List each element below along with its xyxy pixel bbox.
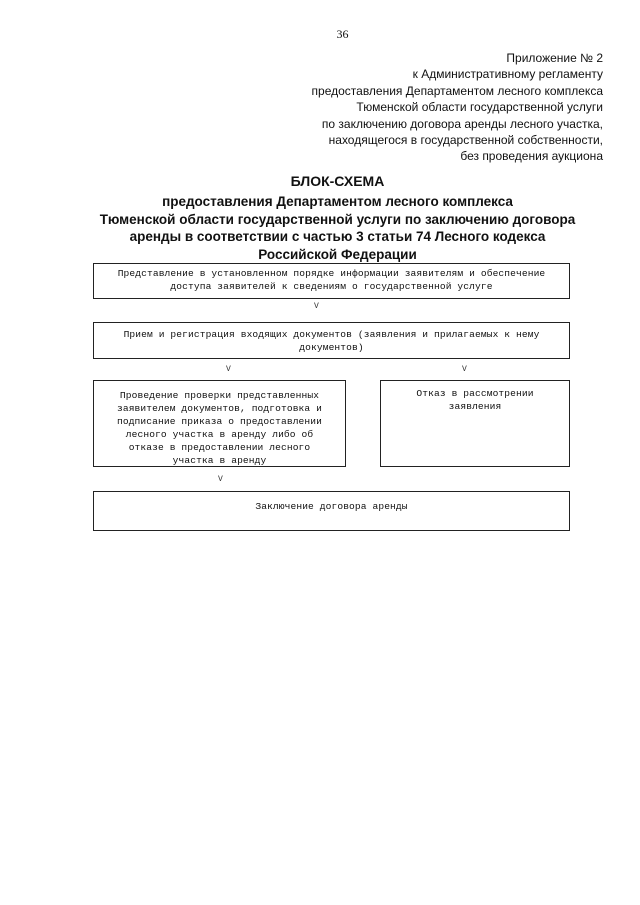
subtitle-line: предоставления Департаментом лесного комплекса xyxy=(162,194,513,209)
title-subtitle xyxy=(90,193,585,263)
box-text-line: Прием и регистрация входящих документов (заявления и прилагаемых к нему xyxy=(123,329,540,340)
appendix-line: Тюменской области государственной услуги xyxy=(356,100,603,115)
box-text-line: Отказ в рассмотрении xyxy=(416,388,534,399)
box-text-line: Проведение проверки представленных xyxy=(119,390,320,401)
appendix-line: по заключению договора аренды лесного участка, xyxy=(321,116,603,131)
appendix-header xyxy=(312,50,603,165)
appendix-line: к Административному регламенту xyxy=(412,67,603,82)
box-text-line: заявления xyxy=(448,401,502,412)
box-text-line: Представление в установленном порядке информации заявителям и обеспечение xyxy=(117,268,546,279)
box-text-line: лесного участка в аренду либо об xyxy=(125,429,314,440)
box-text-line: заявителем документов, подготовка и xyxy=(116,403,322,414)
box-text-line: подписание приказа о предоставлении xyxy=(116,416,322,427)
flow-step-contract xyxy=(93,491,570,531)
page-number: 36 xyxy=(336,27,349,41)
flow-step-registration xyxy=(93,322,570,359)
arrow-down-icon: V xyxy=(462,365,467,374)
box-text-line: участка в аренду xyxy=(172,455,267,466)
appendix-line: без проведения аукциона xyxy=(460,149,603,164)
appendix-line: Приложение № 2 xyxy=(506,51,603,65)
flow-step-verification xyxy=(93,380,346,467)
subtitle-line: Российской Федерации xyxy=(258,246,417,262)
box-text-line: Заключение договора аренды xyxy=(255,501,408,512)
box-text-line: документов) xyxy=(299,342,364,353)
arrow-down-icon: V xyxy=(226,365,231,374)
flow-step-refusal xyxy=(380,380,570,467)
subtitle-line: Тюменской области государственной услуги по заключению договора xyxy=(99,211,576,227)
subtitle-line: аренды в соответствии с частью 3 статьи 74 Лесного кодекса xyxy=(129,229,546,244)
appendix-line: предоставления Департаментом лесного комплекса xyxy=(311,83,603,98)
arrow-down-icon: V xyxy=(314,302,319,311)
arrow-down-icon: V xyxy=(218,475,223,484)
flow-step-information xyxy=(93,263,570,299)
box-text-line: отказе в предоставлении лесного xyxy=(128,442,311,453)
box-text-line: доступа заявителей к сведениям о государственной услуге xyxy=(170,281,493,292)
document-title xyxy=(90,172,585,263)
appendix-line: находящегося в государственной собственности, xyxy=(328,133,603,148)
title-heading: БЛОК-СХЕМА xyxy=(290,173,385,189)
